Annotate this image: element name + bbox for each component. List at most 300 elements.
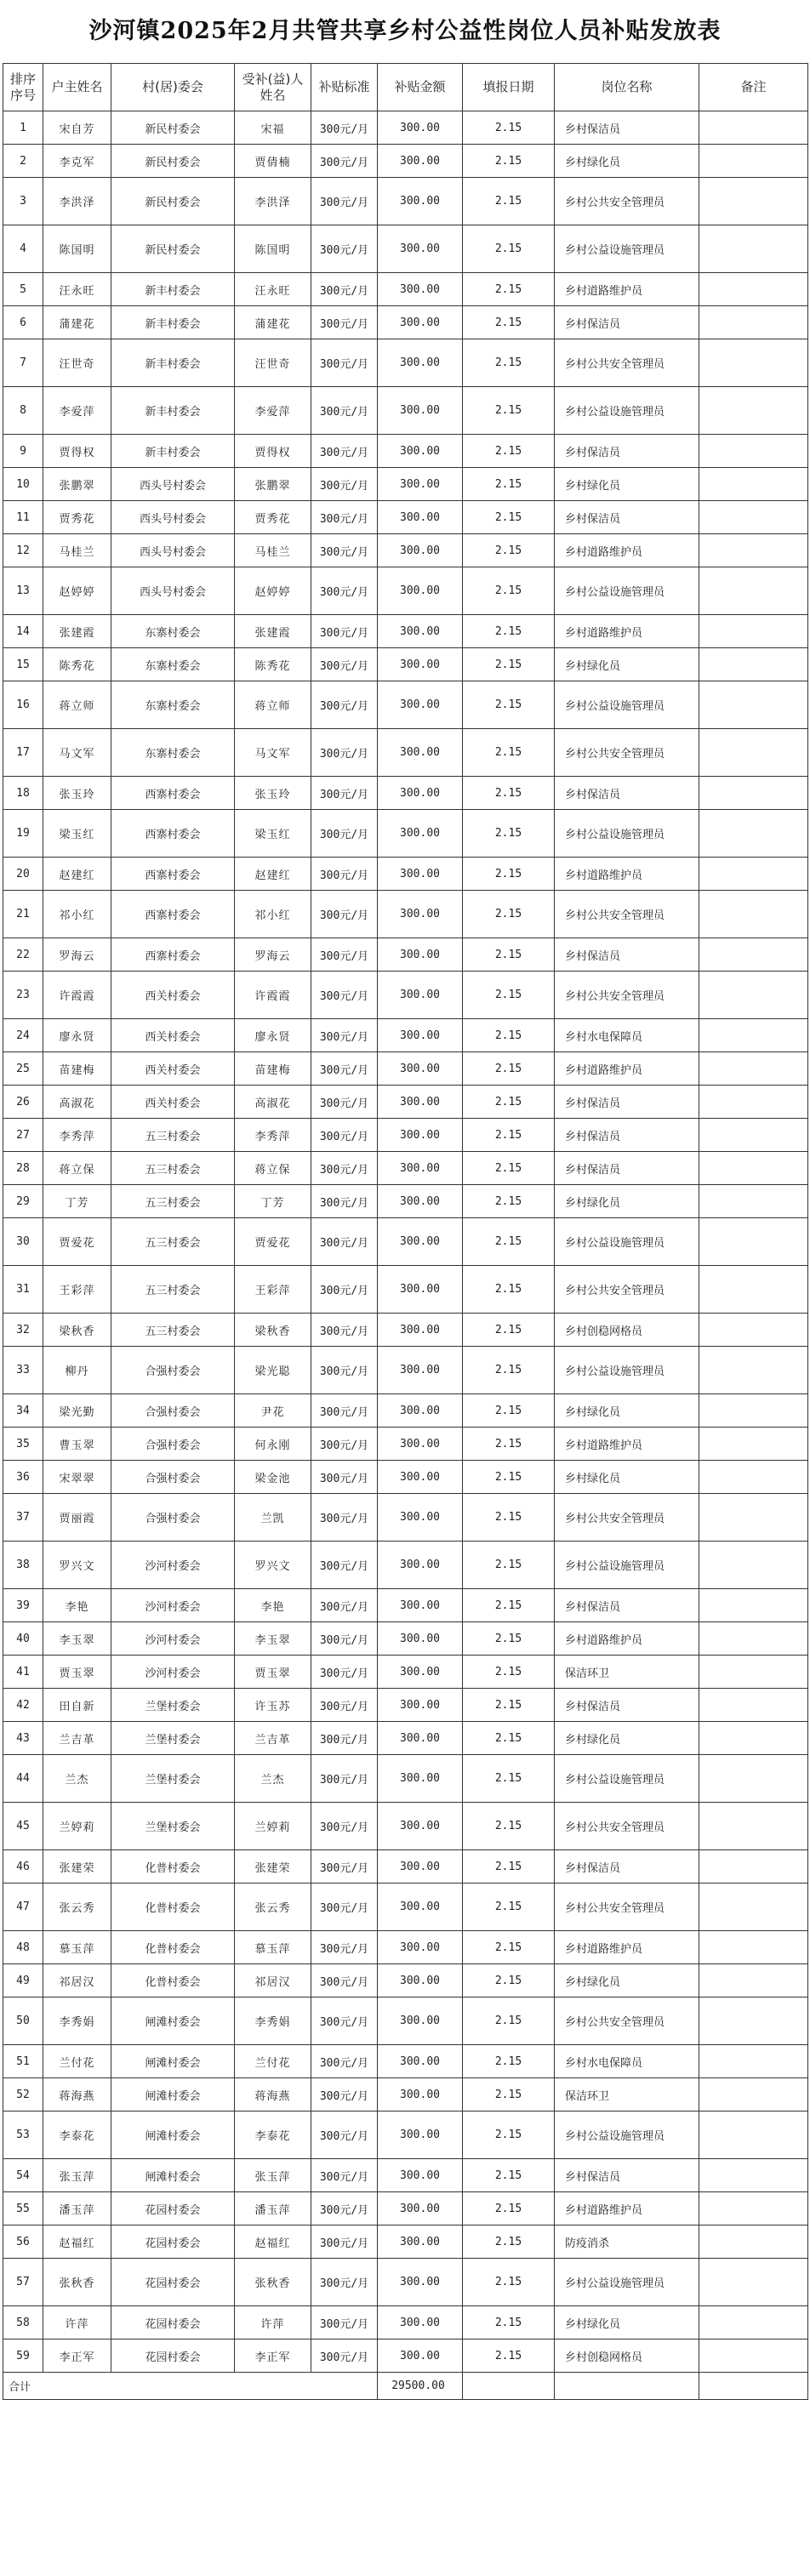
cell-remark <box>699 1428 808 1461</box>
cell-owner: 梁玉红 <box>43 810 111 858</box>
cell-amount: 300.00 <box>378 387 463 435</box>
cell-standard: 300元/月 <box>311 1850 378 1884</box>
cell-date: 2.15 <box>463 111 555 145</box>
table-row <box>3 1185 808 1218</box>
cell-recipient: 陈秀花 <box>235 648 311 681</box>
cell-village: 化普村委会 <box>111 1884 235 1931</box>
cell-recipient: 贾玉翠 <box>235 1656 311 1689</box>
cell-village: 新丰村委会 <box>111 306 235 339</box>
table-row <box>3 1931 808 1964</box>
cell-seq: 52 <box>3 2078 43 2112</box>
table-row <box>3 615 808 648</box>
cell-standard: 300元/月 <box>311 1998 378 2045</box>
cell-seq: 33 <box>3 1347 43 1394</box>
cell-amount: 300.00 <box>378 1394 463 1428</box>
cell-amount: 300.00 <box>378 1755 463 1803</box>
cell-remark <box>699 1542 808 1589</box>
cell-standard: 300元/月 <box>311 1185 378 1218</box>
cell-village: 新丰村委会 <box>111 435 235 468</box>
cell-village: 沙河村委会 <box>111 1589 235 1622</box>
header-amount: 补贴金额 <box>378 64 463 111</box>
cell-remark <box>699 1266 808 1314</box>
cell-recipient: 汪永旺 <box>235 273 311 306</box>
table-row <box>3 1494 808 1542</box>
cell-date: 2.15 <box>463 1850 555 1884</box>
header-position: 岗位名称 <box>555 64 699 111</box>
cell-date: 2.15 <box>463 2045 555 2078</box>
cell-seq: 18 <box>3 777 43 810</box>
cell-recipient: 贾得权 <box>235 435 311 468</box>
cell-owner: 兰杰 <box>43 1755 111 1803</box>
cell-standard: 300元/月 <box>311 1884 378 1931</box>
cell-remark <box>699 2306 808 2339</box>
table-body <box>3 111 808 2373</box>
cell-amount: 300.00 <box>378 2045 463 2078</box>
cell-remark <box>699 648 808 681</box>
cell-owner: 蒋海燕 <box>43 2078 111 2112</box>
cell-remark <box>699 972 808 1019</box>
cell-standard: 300元/月 <box>311 501 378 534</box>
cell-owner: 贾玉翠 <box>43 1656 111 1689</box>
cell-amount: 300.00 <box>378 1656 463 1689</box>
table-row <box>3 1998 808 2045</box>
table-row <box>3 1347 808 1394</box>
table-row <box>3 1755 808 1803</box>
cell-owner: 贾得权 <box>43 435 111 468</box>
cell-position: 乡村公共安全管理员 <box>555 1884 699 1931</box>
cell-owner: 张玉玲 <box>43 777 111 810</box>
cell-remark <box>699 2339 808 2373</box>
cell-date: 2.15 <box>463 1931 555 1964</box>
header-date: 填报日期 <box>463 64 555 111</box>
cell-seq: 6 <box>3 306 43 339</box>
cell-remark <box>699 1086 808 1119</box>
cell-standard: 300元/月 <box>311 111 378 145</box>
cell-village: 西关村委会 <box>111 1086 235 1119</box>
cell-seq: 29 <box>3 1185 43 1218</box>
table-row <box>3 1964 808 1998</box>
cell-seq: 25 <box>3 1052 43 1086</box>
cell-position: 乡村公益设施管理员 <box>555 2259 699 2306</box>
cell-seq: 46 <box>3 1850 43 1884</box>
cell-owner: 赵建红 <box>43 858 111 891</box>
cell-standard: 300元/月 <box>311 858 378 891</box>
cell-remark <box>699 1722 808 1755</box>
cell-standard: 300元/月 <box>311 1428 378 1461</box>
cell-owner: 罗海云 <box>43 938 111 972</box>
cell-date: 2.15 <box>463 501 555 534</box>
cell-position: 乡村公益设施管理员 <box>555 1542 699 1589</box>
cell-date: 2.15 <box>463 2112 555 2159</box>
cell-village: 新民村委会 <box>111 178 235 225</box>
cell-recipient: 廖永贤 <box>235 1019 311 1052</box>
cell-standard: 300元/月 <box>311 938 378 972</box>
cell-owner: 兰吉革 <box>43 1722 111 1755</box>
cell-recipient: 宋福 <box>235 111 311 145</box>
cell-village: 闸滩村委会 <box>111 2159 235 2192</box>
cell-position: 保洁环卫 <box>555 1656 699 1689</box>
cell-amount: 300.00 <box>378 972 463 1019</box>
cell-date: 2.15 <box>463 468 555 501</box>
cell-recipient: 蒋立保 <box>235 1152 311 1185</box>
table-row <box>3 306 808 339</box>
table-row <box>3 1461 808 1494</box>
total-amount: 29500.00 <box>378 2373 463 2400</box>
cell-owner: 张鹏翠 <box>43 468 111 501</box>
cell-seq: 13 <box>3 567 43 615</box>
cell-remark <box>699 1998 808 2045</box>
cell-position: 乡村保洁员 <box>555 1152 699 1185</box>
cell-position: 乡村公共安全管理员 <box>555 1998 699 2045</box>
cell-standard: 300元/月 <box>311 1689 378 1722</box>
table-row <box>3 2339 808 2373</box>
cell-position: 乡村绿化员 <box>555 1722 699 1755</box>
cell-standard: 300元/月 <box>311 534 378 567</box>
table-row <box>3 2078 808 2112</box>
cell-seq: 54 <box>3 2159 43 2192</box>
cell-standard: 300元/月 <box>311 1052 378 1086</box>
table-row <box>3 501 808 534</box>
cell-village: 东寨村委会 <box>111 648 235 681</box>
cell-standard: 300元/月 <box>311 1086 378 1119</box>
total-row <box>3 2373 808 2400</box>
cell-amount: 300.00 <box>378 501 463 534</box>
cell-village: 西头号村委会 <box>111 501 235 534</box>
cell-owner: 张秋香 <box>43 2259 111 2306</box>
table-row <box>3 2226 808 2259</box>
cell-standard: 300元/月 <box>311 2306 378 2339</box>
cell-date: 2.15 <box>463 1314 555 1347</box>
cell-amount: 300.00 <box>378 1052 463 1086</box>
header-owner: 户主姓名 <box>43 64 111 111</box>
cell-seq: 45 <box>3 1803 43 1850</box>
cell-remark <box>699 1052 808 1086</box>
cell-position: 乡村绿化员 <box>555 1394 699 1428</box>
cell-position: 乡村保洁员 <box>555 1086 699 1119</box>
cell-village: 沙河村委会 <box>111 1622 235 1656</box>
cell-position: 乡村绿化员 <box>555 145 699 178</box>
cell-seq: 41 <box>3 1656 43 1689</box>
cell-remark <box>699 1931 808 1964</box>
cell-village: 新丰村委会 <box>111 273 235 306</box>
cell-standard: 300元/月 <box>311 1656 378 1689</box>
cell-village: 兰堡村委会 <box>111 1689 235 1722</box>
cell-date: 2.15 <box>463 1755 555 1803</box>
cell-position: 乡村创稳网格员 <box>555 1314 699 1347</box>
cell-position: 乡村道路维护员 <box>555 615 699 648</box>
cell-position: 乡村道路维护员 <box>555 2192 699 2226</box>
cell-position: 乡村公益设施管理员 <box>555 567 699 615</box>
cell-recipient: 马文军 <box>235 729 311 777</box>
cell-village: 西关村委会 <box>111 1052 235 1086</box>
cell-owner: 许霞霞 <box>43 972 111 1019</box>
cell-recipient: 张玉萍 <box>235 2159 311 2192</box>
cell-standard: 300元/月 <box>311 1314 378 1347</box>
table-row <box>3 2306 808 2339</box>
cell-date: 2.15 <box>463 1656 555 1689</box>
cell-standard: 300元/月 <box>311 2078 378 2112</box>
cell-date: 2.15 <box>463 1622 555 1656</box>
cell-date: 2.15 <box>463 1266 555 1314</box>
cell-recipient: 蒋立师 <box>235 681 311 729</box>
cell-position: 乡村保洁员 <box>555 306 699 339</box>
cell-recipient: 赵婷婷 <box>235 567 311 615</box>
cell-amount: 300.00 <box>378 1589 463 1622</box>
cell-village: 西关村委会 <box>111 972 235 1019</box>
cell-seq: 37 <box>3 1494 43 1542</box>
cell-seq: 55 <box>3 2192 43 2226</box>
cell-position: 乡村公共安全管理员 <box>555 1803 699 1850</box>
cell-owner: 祁小红 <box>43 891 111 938</box>
cell-remark <box>699 2226 808 2259</box>
cell-village: 闸滩村委会 <box>111 2078 235 2112</box>
cell-seq: 44 <box>3 1755 43 1803</box>
cell-date: 2.15 <box>463 2259 555 2306</box>
table-row <box>3 2192 808 2226</box>
cell-owner: 祁居汉 <box>43 1964 111 1998</box>
cell-recipient: 李正军 <box>235 2339 311 2373</box>
cell-position: 保洁环卫 <box>555 2078 699 2112</box>
cell-standard: 300元/月 <box>311 1119 378 1152</box>
cell-owner: 张建荣 <box>43 1850 111 1884</box>
cell-seq: 58 <box>3 2306 43 2339</box>
cell-amount: 300.00 <box>378 2192 463 2226</box>
cell-standard: 300元/月 <box>311 1755 378 1803</box>
cell-amount: 300.00 <box>378 534 463 567</box>
total-empty-cell <box>555 2373 699 2400</box>
cell-remark <box>699 1589 808 1622</box>
cell-owner: 汪世奇 <box>43 339 111 387</box>
cell-standard: 300元/月 <box>311 1622 378 1656</box>
cell-date: 2.15 <box>463 1542 555 1589</box>
table-row <box>3 1850 808 1884</box>
cell-position: 乡村保洁员 <box>555 1689 699 1722</box>
cell-position: 乡村保洁员 <box>555 1850 699 1884</box>
cell-seq: 27 <box>3 1119 43 1152</box>
cell-recipient: 许萍 <box>235 2306 311 2339</box>
cell-village: 西头号村委会 <box>111 534 235 567</box>
cell-seq: 42 <box>3 1689 43 1722</box>
cell-village: 东寨村委会 <box>111 681 235 729</box>
cell-village: 化普村委会 <box>111 1964 235 1998</box>
cell-recipient: 尹花 <box>235 1394 311 1428</box>
cell-owner: 罗兴文 <box>43 1542 111 1589</box>
cell-position: 乡村公共安全管理员 <box>555 178 699 225</box>
table-row <box>3 1152 808 1185</box>
cell-position: 乡村绿化员 <box>555 648 699 681</box>
cell-village: 化普村委会 <box>111 1931 235 1964</box>
cell-standard: 300元/月 <box>311 1019 378 1052</box>
cell-amount: 300.00 <box>378 681 463 729</box>
cell-date: 2.15 <box>463 938 555 972</box>
cell-date: 2.15 <box>463 145 555 178</box>
cell-amount: 300.00 <box>378 225 463 273</box>
cell-remark <box>699 435 808 468</box>
subsidy-table <box>3 63 808 2400</box>
cell-owner: 陈秀花 <box>43 648 111 681</box>
header-seq: 排序序号 <box>3 64 43 111</box>
cell-seq: 19 <box>3 810 43 858</box>
cell-standard: 300元/月 <box>311 1394 378 1428</box>
cell-position: 乡村公益设施管理员 <box>555 2112 699 2159</box>
cell-standard: 300元/月 <box>311 2159 378 2192</box>
cell-remark <box>699 777 808 810</box>
cell-owner: 慕玉萍 <box>43 1931 111 1964</box>
cell-seq: 2 <box>3 145 43 178</box>
cell-recipient: 王彩萍 <box>235 1266 311 1314</box>
cell-standard: 300元/月 <box>311 273 378 306</box>
cell-seq: 3 <box>3 178 43 225</box>
cell-standard: 300元/月 <box>311 1589 378 1622</box>
cell-seq: 24 <box>3 1019 43 1052</box>
table-header-row <box>3 64 808 111</box>
cell-recipient: 蒋海燕 <box>235 2078 311 2112</box>
cell-amount: 300.00 <box>378 1542 463 1589</box>
cell-amount: 300.00 <box>378 648 463 681</box>
table-row <box>3 1218 808 1266</box>
table-row <box>3 339 808 387</box>
cell-remark <box>699 2078 808 2112</box>
table-row <box>3 972 808 1019</box>
cell-seq: 4 <box>3 225 43 273</box>
cell-date: 2.15 <box>463 2078 555 2112</box>
cell-date: 2.15 <box>463 1152 555 1185</box>
cell-remark <box>699 567 808 615</box>
cell-village: 五三村委会 <box>111 1266 235 1314</box>
cell-recipient: 高淑花 <box>235 1086 311 1119</box>
cell-village: 新民村委会 <box>111 145 235 178</box>
cell-owner: 张玉萍 <box>43 2159 111 2192</box>
cell-recipient: 苗建梅 <box>235 1052 311 1086</box>
cell-position: 乡村绿化员 <box>555 468 699 501</box>
cell-standard: 300元/月 <box>311 306 378 339</box>
cell-village: 化普村委会 <box>111 1850 235 1884</box>
cell-seq: 12 <box>3 534 43 567</box>
cell-remark <box>699 1689 808 1722</box>
cell-position: 乡村道路维护员 <box>555 1052 699 1086</box>
cell-seq: 51 <box>3 2045 43 2078</box>
cell-amount: 300.00 <box>378 1494 463 1542</box>
cell-recipient: 李泰花 <box>235 2112 311 2159</box>
cell-village: 合强村委会 <box>111 1494 235 1542</box>
cell-amount: 300.00 <box>378 2078 463 2112</box>
cell-village: 花园村委会 <box>111 2226 235 2259</box>
cell-seq: 34 <box>3 1394 43 1428</box>
cell-standard: 300元/月 <box>311 1931 378 1964</box>
cell-standard: 300元/月 <box>311 1803 378 1850</box>
cell-village: 花园村委会 <box>111 2306 235 2339</box>
table-row <box>3 777 808 810</box>
cell-date: 2.15 <box>463 858 555 891</box>
cell-standard: 300元/月 <box>311 615 378 648</box>
cell-standard: 300元/月 <box>311 225 378 273</box>
cell-remark <box>699 1622 808 1656</box>
cell-seq: 30 <box>3 1218 43 1266</box>
cell-recipient: 李玉翠 <box>235 1622 311 1656</box>
cell-remark <box>699 938 808 972</box>
cell-date: 2.15 <box>463 1119 555 1152</box>
table-row <box>3 2045 808 2078</box>
cell-date: 2.15 <box>463 1428 555 1461</box>
cell-owner: 马桂兰 <box>43 534 111 567</box>
cell-amount: 300.00 <box>378 468 463 501</box>
cell-standard: 300元/月 <box>311 2226 378 2259</box>
cell-recipient: 罗海云 <box>235 938 311 972</box>
cell-recipient: 罗兴文 <box>235 1542 311 1589</box>
cell-position: 乡村水电保障员 <box>555 2045 699 2078</box>
cell-standard: 300元/月 <box>311 972 378 1019</box>
cell-date: 2.15 <box>463 567 555 615</box>
cell-date: 2.15 <box>463 1052 555 1086</box>
cell-seq: 36 <box>3 1461 43 1494</box>
table-row <box>3 1656 808 1689</box>
cell-amount: 300.00 <box>378 1931 463 1964</box>
cell-standard: 300元/月 <box>311 339 378 387</box>
cell-seq: 35 <box>3 1428 43 1461</box>
cell-recipient: 何永刚 <box>235 1428 311 1461</box>
cell-village: 花园村委会 <box>111 2259 235 2306</box>
cell-position: 乡村保洁员 <box>555 777 699 810</box>
cell-position: 乡村公益设施管理员 <box>555 1218 699 1266</box>
cell-amount: 300.00 <box>378 1622 463 1656</box>
table-row <box>3 810 808 858</box>
cell-amount: 300.00 <box>378 1998 463 2045</box>
cell-village: 五三村委会 <box>111 1185 235 1218</box>
cell-owner: 高淑花 <box>43 1086 111 1119</box>
cell-seq: 10 <box>3 468 43 501</box>
cell-amount: 300.00 <box>378 810 463 858</box>
cell-position: 乡村道路维护员 <box>555 273 699 306</box>
cell-date: 2.15 <box>463 1998 555 2045</box>
cell-standard: 300元/月 <box>311 1347 378 1394</box>
cell-standard: 300元/月 <box>311 1152 378 1185</box>
cell-date: 2.15 <box>463 1185 555 1218</box>
table-row <box>3 225 808 273</box>
cell-owner: 李克军 <box>43 145 111 178</box>
cell-standard: 300元/月 <box>311 810 378 858</box>
cell-owner: 汪永旺 <box>43 273 111 306</box>
page-title: 沙河镇2025年2月共管共享乡村公益性岗位人员补贴发放表 <box>88 17 722 44</box>
cell-village: 合强村委会 <box>111 1428 235 1461</box>
cell-seq: 23 <box>3 972 43 1019</box>
table-row <box>3 1803 808 1850</box>
table-row <box>3 178 808 225</box>
cell-date: 2.15 <box>463 225 555 273</box>
cell-date: 2.15 <box>463 273 555 306</box>
cell-owner: 许萍 <box>43 2306 111 2339</box>
cell-amount: 300.00 <box>378 339 463 387</box>
cell-owner: 蒋立保 <box>43 1152 111 1185</box>
cell-date: 2.15 <box>463 2226 555 2259</box>
cell-date: 2.15 <box>463 1803 555 1850</box>
cell-remark <box>699 501 808 534</box>
cell-remark <box>699 1185 808 1218</box>
cell-village: 西寨村委会 <box>111 938 235 972</box>
cell-recipient: 张建荣 <box>235 1850 311 1884</box>
cell-recipient: 赵建红 <box>235 858 311 891</box>
cell-date: 2.15 <box>463 615 555 648</box>
cell-amount: 300.00 <box>378 1347 463 1394</box>
cell-village: 新丰村委会 <box>111 339 235 387</box>
table-row <box>3 387 808 435</box>
cell-village: 沙河村委会 <box>111 1542 235 1589</box>
cell-village: 花园村委会 <box>111 2192 235 2226</box>
cell-position: 乡村公益设施管理员 <box>555 387 699 435</box>
cell-village: 沙河村委会 <box>111 1656 235 1689</box>
cell-village: 东寨村委会 <box>111 615 235 648</box>
cell-seq: 9 <box>3 435 43 468</box>
cell-village: 西头号村委会 <box>111 468 235 501</box>
